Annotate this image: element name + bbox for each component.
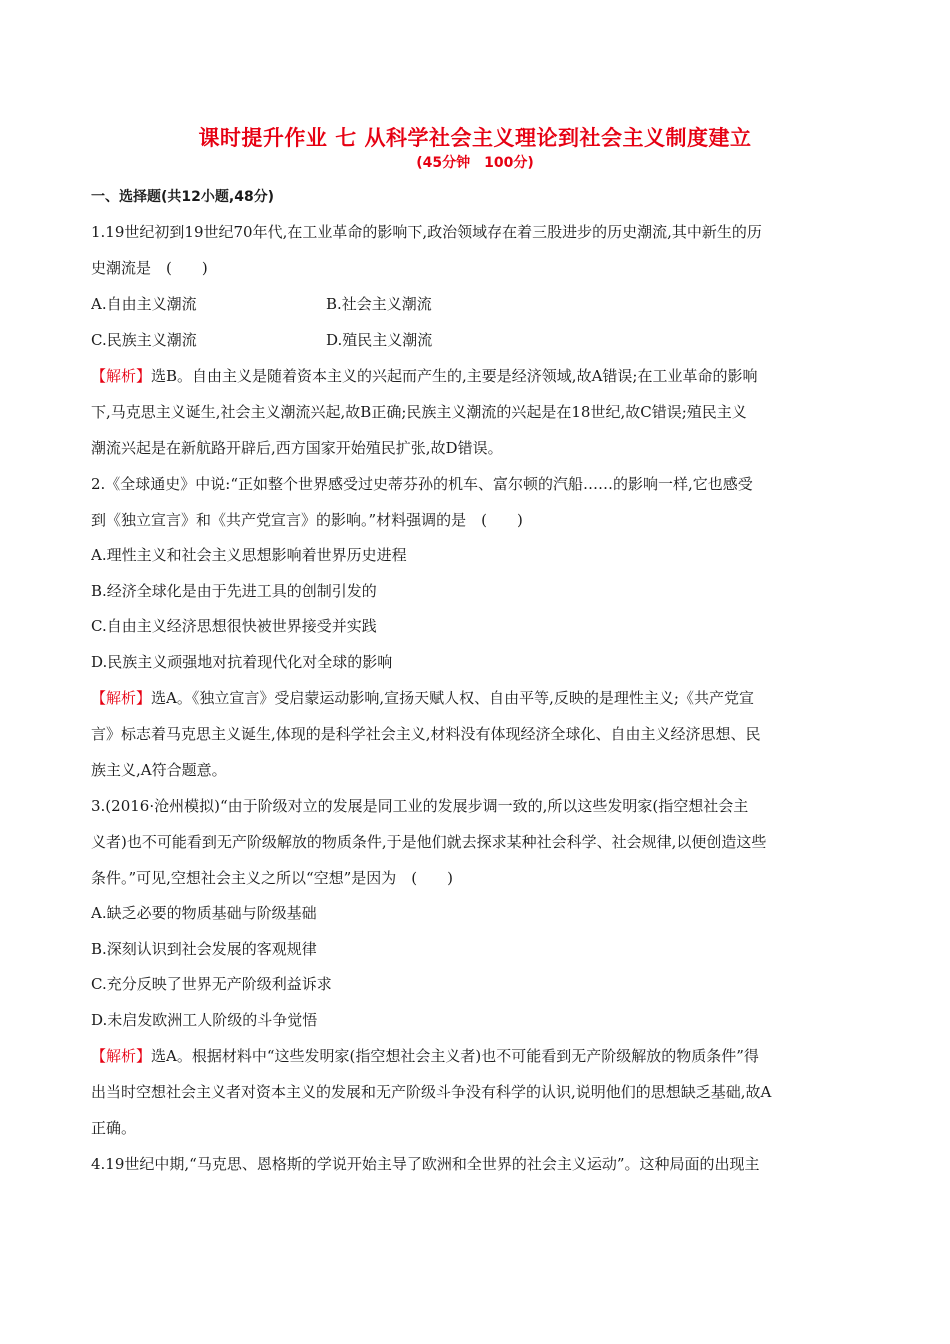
option-c: C.自由主义经济思想很快被世界接受并实践 (91, 617, 377, 635)
analysis-line: 正确。 (91, 1119, 137, 1137)
analysis-line (91, 1038, 861, 1074)
analysis-line: 族主义,A符合题意。 (91, 761, 227, 779)
questions-body (91, 214, 861, 1182)
analysis-line: 潮流兴起是在新航路开辟后,西方国家开始殖民扩张,故D错误。 (91, 439, 503, 457)
option-d: D.未启发欧洲工人阶级的斗争觉悟 (91, 1010, 318, 1029)
option-row (91, 286, 861, 322)
page-title: 课时提升作业 七 从科学社会主义理论到社会主义制度建立 (198, 126, 752, 150)
analysis-text: 选B。自由主义是随着资本主义的兴起而产生的,主要是经济领域,故A错误;在工业革命的影响 (151, 367, 758, 385)
analysis-line: 言》标志着马克思主义诞生,体现的是科学社会主义,材料没有体现经济全球化、自由主义经济思想、民 (91, 725, 761, 743)
option-d: D.民族主义顽强地对抗着现代化对全球的影响 (91, 652, 393, 671)
option-b: B.深刻认识到社会发展的客观规律 (91, 939, 317, 958)
question-stem-line: 3.(2016·沧州模拟)“由于阶级对立的发展是同工业的发展步调一致的,所以这些发明家(指空想社会主 (91, 797, 749, 815)
option-a: A.缺乏必要的物质基础与阶级基础 (91, 904, 317, 922)
question-3 (91, 788, 861, 1146)
analysis-line (91, 358, 861, 394)
question-stem-line: 2.《全球通史》中说:“正如整个世界感受过史蒂芬孙的机车、富尔顿的汽船……的影响一样,它也感受 (91, 475, 753, 493)
analysis-tag: 【解析】 (91, 367, 152, 385)
option-b: B.社会主义潮流 (326, 295, 432, 313)
option-a: A.理性主义和社会主义思想影响着世界历史进程 (91, 546, 407, 564)
question-stem-line: 史潮流是 ( ) (91, 259, 208, 277)
option-b: B.经济全球化是由于先进工具的创制引发的 (91, 581, 377, 600)
page-subtitle: (45分钟 100分) (416, 155, 534, 171)
question-4 (91, 1146, 861, 1182)
analysis-line (91, 680, 861, 716)
question-stem-line: 条件。”可见,空想社会主义之所以“空想”是因为 ( ) (91, 869, 453, 887)
section-heading: 一、选择题(共12小题,48分) (91, 189, 275, 205)
analysis-text: 选A。《独立宣言》受启蒙运动影响,宣扬天赋人权、自由平等,反映的是理性主义;《共产党宣 (151, 689, 754, 707)
analysis-tag: 【解析】 (91, 689, 152, 707)
question-stem-line: 到《独立宣言》和《共产党宣言》的影响。”材料强调的是 ( ) (91, 511, 523, 529)
question-1 (91, 214, 861, 466)
option-a: A.自由主义潮流 (91, 295, 197, 313)
question-stem-line: 义者)也不可能看到无产阶级解放的物质条件,于是他们就去探求某种社会科学、社会规律,以便创造这些 (91, 833, 767, 851)
question-stem-line: 4.19世纪中期,“马克思、恩格斯的学说开始主导了欧洲和全世界的社会主义运动”。这种局面的出现主 (91, 1155, 760, 1173)
question-2 (91, 466, 861, 788)
option-c: C.民族主义潮流 (91, 331, 197, 349)
analysis-line: 下,马克思主义诞生,社会主义潮流兴起,故B正确;民族主义潮流的兴起是在18世纪,故C错误;殖民主义 (91, 403, 747, 421)
option-row (91, 322, 861, 358)
option-c: C.充分反映了世界无产阶级利益诉求 (91, 975, 332, 993)
analysis-line: 出当时空想社会主义者对资本主义的发展和无产阶级斗争没有科学的认识,说明他们的思想缺乏基础,故A (91, 1083, 772, 1101)
option-d: D.殖民主义潮流 (326, 331, 433, 349)
analysis-text: 选A。根据材料中“这些发明家(指空想社会主义者)也不可能看到无产阶级解放的物质条件”得 (151, 1047, 759, 1065)
analysis-tag: 【解析】 (91, 1047, 152, 1065)
question-stem-line: 1.19世纪初到19世纪70年代,在工业革命的影响下,政治领域存在着三股进步的历史潮流,其中新生的历 (91, 223, 762, 241)
